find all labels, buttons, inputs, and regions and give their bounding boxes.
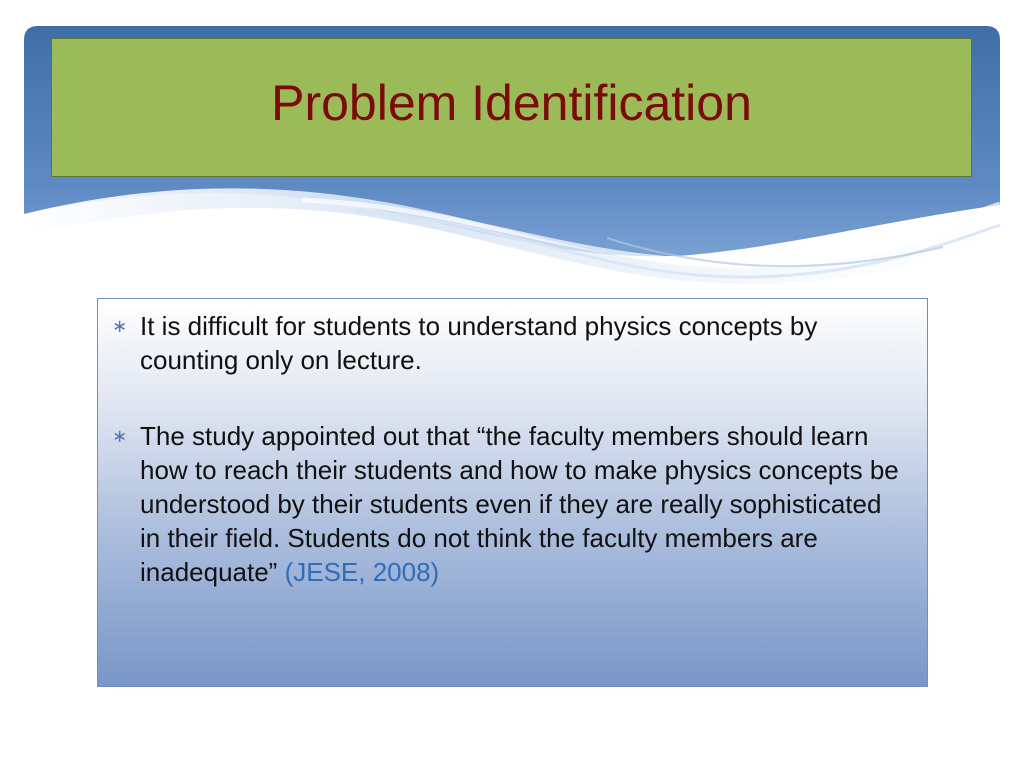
bullet-item-2 bbox=[112, 419, 907, 589]
content-box bbox=[97, 298, 928, 687]
asterisk-bullet-icon: ∗ bbox=[112, 316, 128, 336]
bullet-item-1 bbox=[112, 309, 907, 377]
asterisk-bullet-icon: ∗ bbox=[112, 426, 128, 446]
citation-text: (JESE, 2008) bbox=[284, 557, 440, 587]
bullet-text-2: The study appointed out that “the faculty members should learn how to reach their students and how to make physics concepts be understood by their students even if they are really sophisticated in their field. Students do not think the faculty members are inadequate” bbox=[140, 421, 899, 587]
bullet-text-1: It is difficult for students to understand physics concepts by counting only on lecture. bbox=[140, 311, 818, 375]
title-box bbox=[51, 38, 972, 177]
bullet-list bbox=[112, 309, 907, 589]
slide-title: Problem Identification bbox=[271, 74, 752, 131]
